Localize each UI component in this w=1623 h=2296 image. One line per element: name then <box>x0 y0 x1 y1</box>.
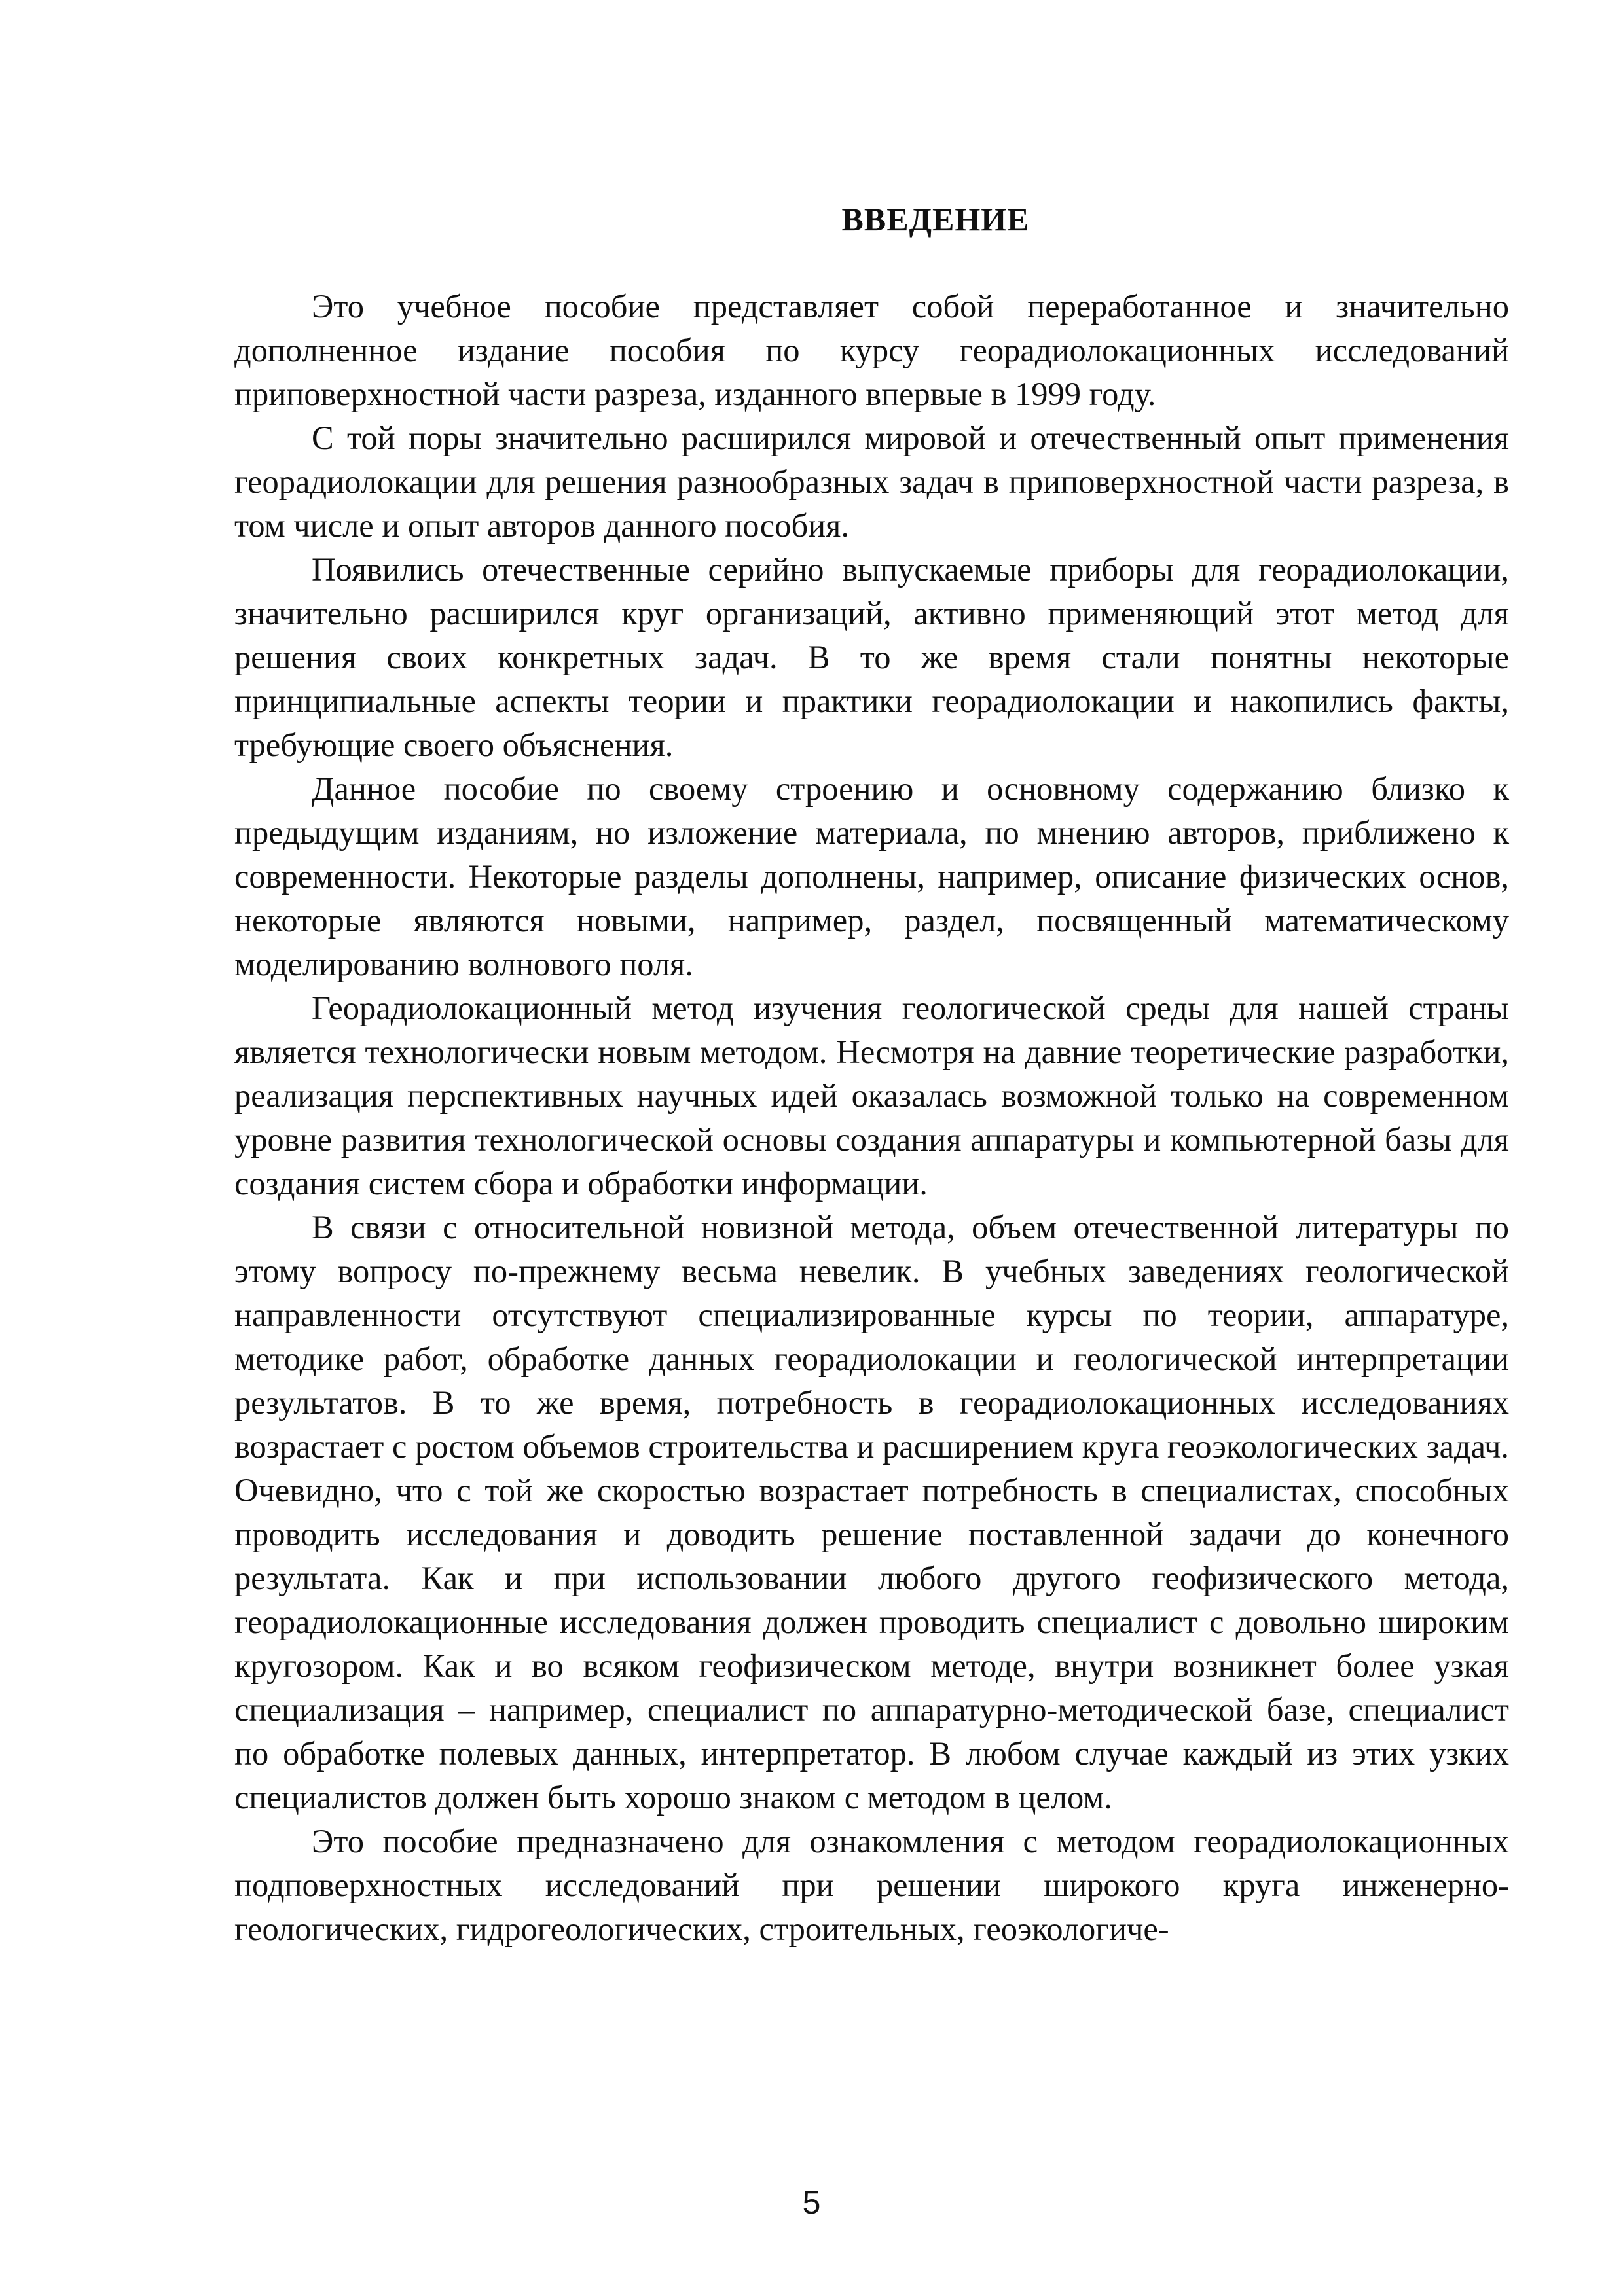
paragraph: С той поры значительно расширился мировой и отечественный опыт применения георадиолокации для решения разнообразных задач в приповерхностной части разреза, в том числе и опыт авторов данного пособия. <box>234 420 1509 544</box>
text-column <box>234 200 1509 1951</box>
page-heading: ВВЕДЕНИЕ <box>841 201 1030 238</box>
paragraph: Появились отечественные серийно выпускаемые приборы для георадиолокации, значительно расширился круг организаций, активно применяющий этот метод для решения своих конкретных задач. В то же время стали понятны некоторые принципиальные аспекты теории и практики георадиолокации и накопились факты, требующие своего объяснения. <box>234 551 1509 763</box>
page-number: 5 <box>802 2184 821 2221</box>
paragraph: Данное пособие по своему строению и основному содержанию близко к предыдущим изданиям, но изложение материала, по мнению авторов, приближено к современности. Некоторые разделы дополнены, например, описание физических основ, некоторые являются новыми, например, раздел, посвященный математическому моделированию волнового поля. <box>234 770 1509 982</box>
paragraph: В связи с относительной новизной метода, объем отечественной литературы по этому вопросу по-прежнему весьма невелик. В учебных заведениях геологической направленности отсутствуют специализированные курсы по теории, аппаратуре, методике работ, обработке данных георадиолокации и геологической интерпретации результатов. В то же время, потребность в георадиолокационных исследованиях возрастает с ростом объемов строительства и расширением круга геоэкологических задач. Очевидно, что с той же скоростью возрастает потребность в специалистах, способных проводить исследования и доводить решение поставленной задачи до конечного результата. Как и при использовании любого другого геофизического метода, георадиолокационные исследования должен проводить специалист с довольно широким кругозором. Как и во всяком геофизическом методе, внутри возникнет более узкая специализация – например, специалист по аппаратурно-методической базе, специалист по обработке полевых данных, интерпретатор. В любом случае каждый из этих узких специалистов должен быть хорошо знаком с методом в целом. <box>234 1209 1510 1816</box>
paragraph: Это пособие предназначено для ознакомления с методом георадиолокационных подповерхностных исследований при решении широкого круга инженерно-геологических, гидрогеологических, строительных, геоэкологиче- <box>234 1823 1509 1947</box>
paragraph: Это учебное пособие представляет собой переработанное и значительно дополненное издание пособия по курсу георадиолокационных исследований приповерхностной части разреза, изданного впервые в 1999 году. <box>234 288 1509 412</box>
paragraph: Георадиолокационный метод изучения геологической среды для нашей страны является технологически новым методом. Несмотря на давние теоретические разработки, реализация перспективных научных идей оказалась возможной только на современном уровне развития технологической основы создания аппаратуры и компьютерной базы для создания систем сбора и обработки информации. <box>234 990 1509 1202</box>
